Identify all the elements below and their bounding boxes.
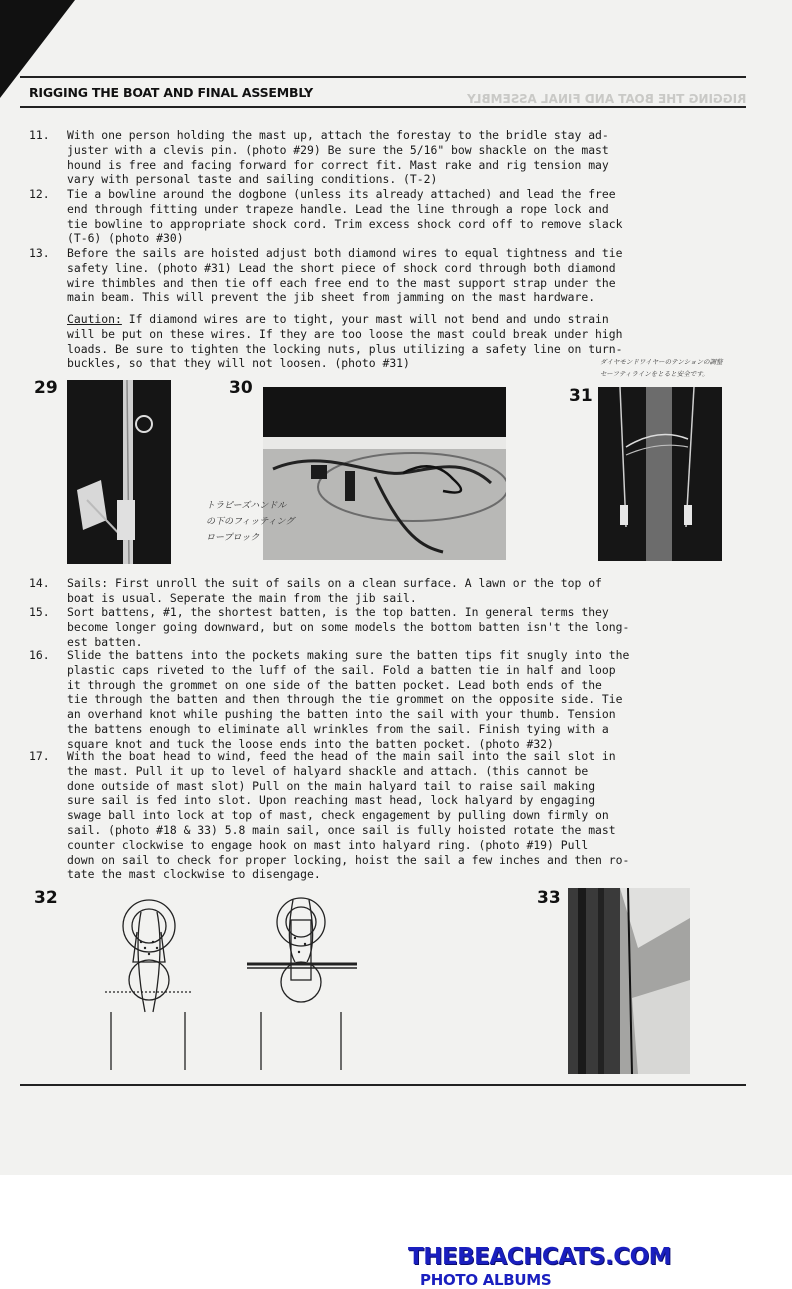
step-17	[29, 749, 749, 882]
step-number: 17.	[29, 749, 50, 763]
photo-label-32: 32	[34, 888, 58, 908]
step-number: 16.	[29, 648, 50, 662]
caution-text: If diamond wires are to tight, your mast will not bend and undo strain will be put on these wires. If they are too loose the mast could break under high loads. Be sure to tighten the locking nuts, plus utilizing a safety line on turn- buckles, so that they will not loosen. (photo #31)	[67, 312, 623, 371]
watermark-subtitle: PHOTO ALBUMS	[420, 1271, 552, 1289]
handwritten-note-31: ダイヤモンドワイヤーのテンションの調整 セーフティラインをとると安全です。	[600, 358, 723, 378]
photo-33-halyard-lock	[568, 888, 690, 1074]
step-number: 14.	[29, 576, 50, 590]
bottom-rule	[20, 1084, 746, 1086]
step-number: 11.	[29, 128, 50, 142]
step-number: 15.	[29, 605, 50, 619]
photo-30-dogbone-shockcord	[263, 387, 506, 560]
step-text: Sort battens, #1, the shortest batten, is the top batten. In general terms they become longer going downward, but on some models the bottom batten isn't the long- est batten.	[67, 605, 630, 649]
site-watermark	[408, 1244, 792, 1289]
step-text: With the boat head to wind, feed the head of the main sail into the sail slot in the mast. Pull it up to level of halyard shackle and attach. (this cannot be done outside of mast slot) Pull on the main halyard tail to raise sail making sure sail is fed into slot. Upon reaching mast head, lock halyard by engaging swage ball into lock at top of mast, check engagement by pulling down firmly on sail. (photo #18 & 33) 5.8 main sail, once sail is fully hoisted rotate the mast counter clockwise to engage hook on mast into halyard ring. (photo #19) Pull down on sail to check for proper locking, hoist the sail a few inches and then ro- tate the mast clockwise to disengage.	[67, 749, 630, 882]
photo-label-29: 29	[34, 378, 58, 398]
step-12	[29, 187, 749, 246]
step-number: 13.	[29, 246, 50, 260]
heading-rule	[20, 106, 746, 108]
photo-31-diamond-wires	[598, 387, 722, 561]
section-heading: RIGGING THE BOAT AND FINAL ASSEMBLY	[29, 85, 313, 100]
step-text: Before the sails are hoisted adjust both diamond wires to equal tightness and tie safety line. (photo #31) Lead the short piece of shock cord through both diamond wire thimbles and then tie off each free end to the mast support strap under the main beam. This will prevent the jib sheet from jamming on the mast hardware.	[67, 246, 623, 305]
step-text: With one person holding the mast up, attach the forestay to the bridle stay ad- juster with a clevis pin. (photo #29) Be sure the 5/16" bow shackle on the mast hound is free and facing forward for correct fit. Mast rake and rig tension may vary with personal taste and sailing conditions. (T-2)	[67, 128, 609, 187]
diagram-32-batten-tie	[105, 892, 365, 1072]
photo-label-33: 33	[537, 888, 561, 908]
folded-corner	[0, 0, 75, 98]
handwritten-note-30: トラピーズハンドル の下のフィッティング ロープロック	[206, 501, 295, 543]
photo-label-30: 30	[229, 378, 253, 398]
step-14	[29, 576, 749, 606]
photo-29-mast-forestay	[67, 380, 171, 564]
watermark-logo: THEBEACHCATS.COM	[408, 1244, 672, 1270]
step-text: Sails: First unroll the suit of sails on a clean surface. A lawn or the top of boat is usual. Seperate the main from the jib sail.	[67, 576, 602, 605]
caution-label: Caution:	[67, 312, 122, 326]
step-13	[29, 246, 749, 305]
step-text: Tie a bowline around the dogbone (unless its already attached) and lead the free end through fitting under trapeze handle. Lead the line through a rope lock and tie bowline to appropriate shock cord. Trim excess shock cord off to remove slack (T-6) (photo #30)	[67, 187, 623, 246]
step-15	[29, 605, 749, 649]
step-11	[29, 128, 749, 187]
step-number: 12.	[29, 187, 50, 201]
photo-label-31: 31	[569, 386, 593, 406]
step-16	[29, 648, 749, 752]
step-text: Slide the battens into the pockets making sure the batten tips fit snugly into the plastic caps riveted to the luff of the sail. Fold a batten tie in half and loop it through the grommet on one side of the batten pocket. Lead both ends of the tie through the batten and then through the tie grommet on the opposite side. Tie an overhand knot while pushing the batten into the sail with your thumb. Tension the battens enough to eliminate all wrinkles from the sail. Finish tying with a square knot and tuck the loose ends into the batten pocket. (photo #32)	[67, 648, 630, 751]
top-rule	[20, 76, 746, 78]
bleed-through-heading: RIGGING THE BOAT AND FINAL ASSEMBLY	[466, 92, 746, 106]
